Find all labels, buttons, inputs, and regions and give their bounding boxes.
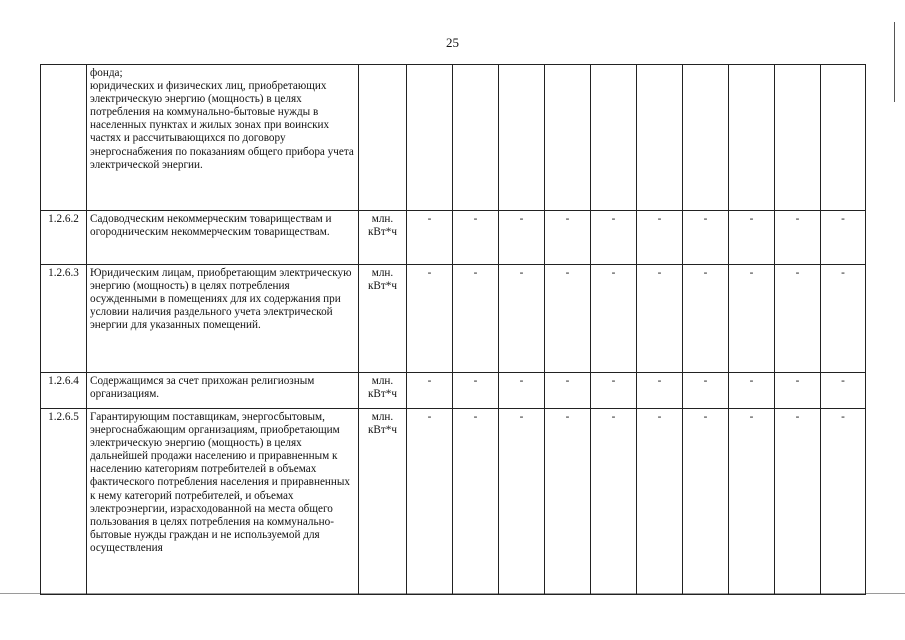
row-value: -: [775, 373, 821, 409]
row-value: -: [637, 373, 683, 409]
row-value: -: [729, 265, 775, 373]
table-row: [41, 65, 866, 211]
row-value: -: [775, 211, 821, 265]
row-value: -: [683, 373, 729, 409]
row-value: -: [453, 211, 499, 265]
row-value: -: [499, 211, 545, 265]
row-unit: млн. кВт*ч: [359, 409, 407, 595]
row-value: -: [637, 409, 683, 595]
row-value: -: [729, 409, 775, 595]
row-value: -: [545, 265, 591, 373]
row-description: Содержащимся за счет прихожан религиозным организациям.: [87, 373, 359, 409]
row-value: -: [637, 265, 683, 373]
table-row: [41, 373, 866, 409]
row-value: [637, 65, 683, 211]
row-value: -: [591, 373, 637, 409]
row-value: -: [683, 211, 729, 265]
row-value: -: [591, 409, 637, 595]
row-code: [41, 65, 87, 211]
row-value: [591, 65, 637, 211]
row-value: -: [499, 373, 545, 409]
row-value: [407, 65, 453, 211]
row-value: -: [545, 409, 591, 595]
row-value: -: [453, 409, 499, 595]
row-unit: млн. кВт*ч: [359, 373, 407, 409]
row-code: 1.2.6.5: [41, 409, 87, 595]
page-edge-rule: [894, 22, 895, 102]
row-value: -: [821, 211, 866, 265]
row-value: [545, 65, 591, 211]
row-code: 1.2.6.2: [41, 211, 87, 265]
row-value: [729, 65, 775, 211]
row-value: -: [407, 211, 453, 265]
row-value: -: [499, 265, 545, 373]
row-value: -: [775, 265, 821, 373]
row-value: -: [637, 211, 683, 265]
row-unit: [359, 65, 407, 211]
row-value: [499, 65, 545, 211]
row-value: [453, 65, 499, 211]
row-value: -: [821, 265, 866, 373]
tariff-table: [40, 64, 866, 595]
row-value: -: [591, 211, 637, 265]
row-value: -: [683, 265, 729, 373]
row-value: -: [453, 265, 499, 373]
row-description: Гарантирующим поставщикам, энергосбытовым, энергоснабжающим организациям, приобретающим электрическую энергию (мощность) в целях дальнейшей продажи населению и приравненным к населению категориям потребителей в объемах фактического потребления населения и приравненных к нему категорий потребителей, и объемах электроэнергии, израсходованной на места общего пользования в целях потребления на коммунально-бытовые нужды граждан и не используемой для осуществления: [87, 409, 359, 595]
row-value: [821, 65, 866, 211]
row-value: -: [775, 409, 821, 595]
row-value: [683, 65, 729, 211]
row-value: -: [453, 373, 499, 409]
row-value: -: [729, 211, 775, 265]
row-value: -: [545, 373, 591, 409]
table-row: [41, 265, 866, 373]
page-number: 25: [446, 35, 459, 50]
row-code: 1.2.6.3: [41, 265, 87, 373]
row-value: [775, 65, 821, 211]
row-description: фонда; юридических и физических лиц, приобретающих электрическую энергию (мощность) в целях потребления на коммунально-бытовые нужды в населенных пунктах и жилых зонах при воинских частях и рассчитывающихся по договору энергоснабжения по показаниям общего прибора учета электрической энергии.: [87, 65, 359, 211]
row-value: -: [545, 211, 591, 265]
row-value: -: [591, 265, 637, 373]
row-unit: млн. кВт*ч: [359, 211, 407, 265]
row-value: -: [683, 409, 729, 595]
table-row: [41, 409, 866, 595]
row-value: -: [821, 409, 866, 595]
row-value: -: [499, 409, 545, 595]
row-value: -: [407, 409, 453, 595]
table-row: [41, 211, 866, 265]
row-description: Юридическим лицам, приобретающим электрическую энергию (мощность) в целях потребления осужденными в помещениях для их содержания при условии наличия раздельного учета электрической энергии для указанных помещений.: [87, 265, 359, 373]
row-value: -: [729, 373, 775, 409]
row-code: 1.2.6.4: [41, 373, 87, 409]
row-unit: млн. кВт*ч: [359, 265, 407, 373]
row-value: -: [407, 265, 453, 373]
row-value: -: [407, 373, 453, 409]
row-description: Садоводческим некоммерческим товариществам и огородническим некоммерческим товариществам.: [87, 211, 359, 265]
row-value: -: [821, 373, 866, 409]
